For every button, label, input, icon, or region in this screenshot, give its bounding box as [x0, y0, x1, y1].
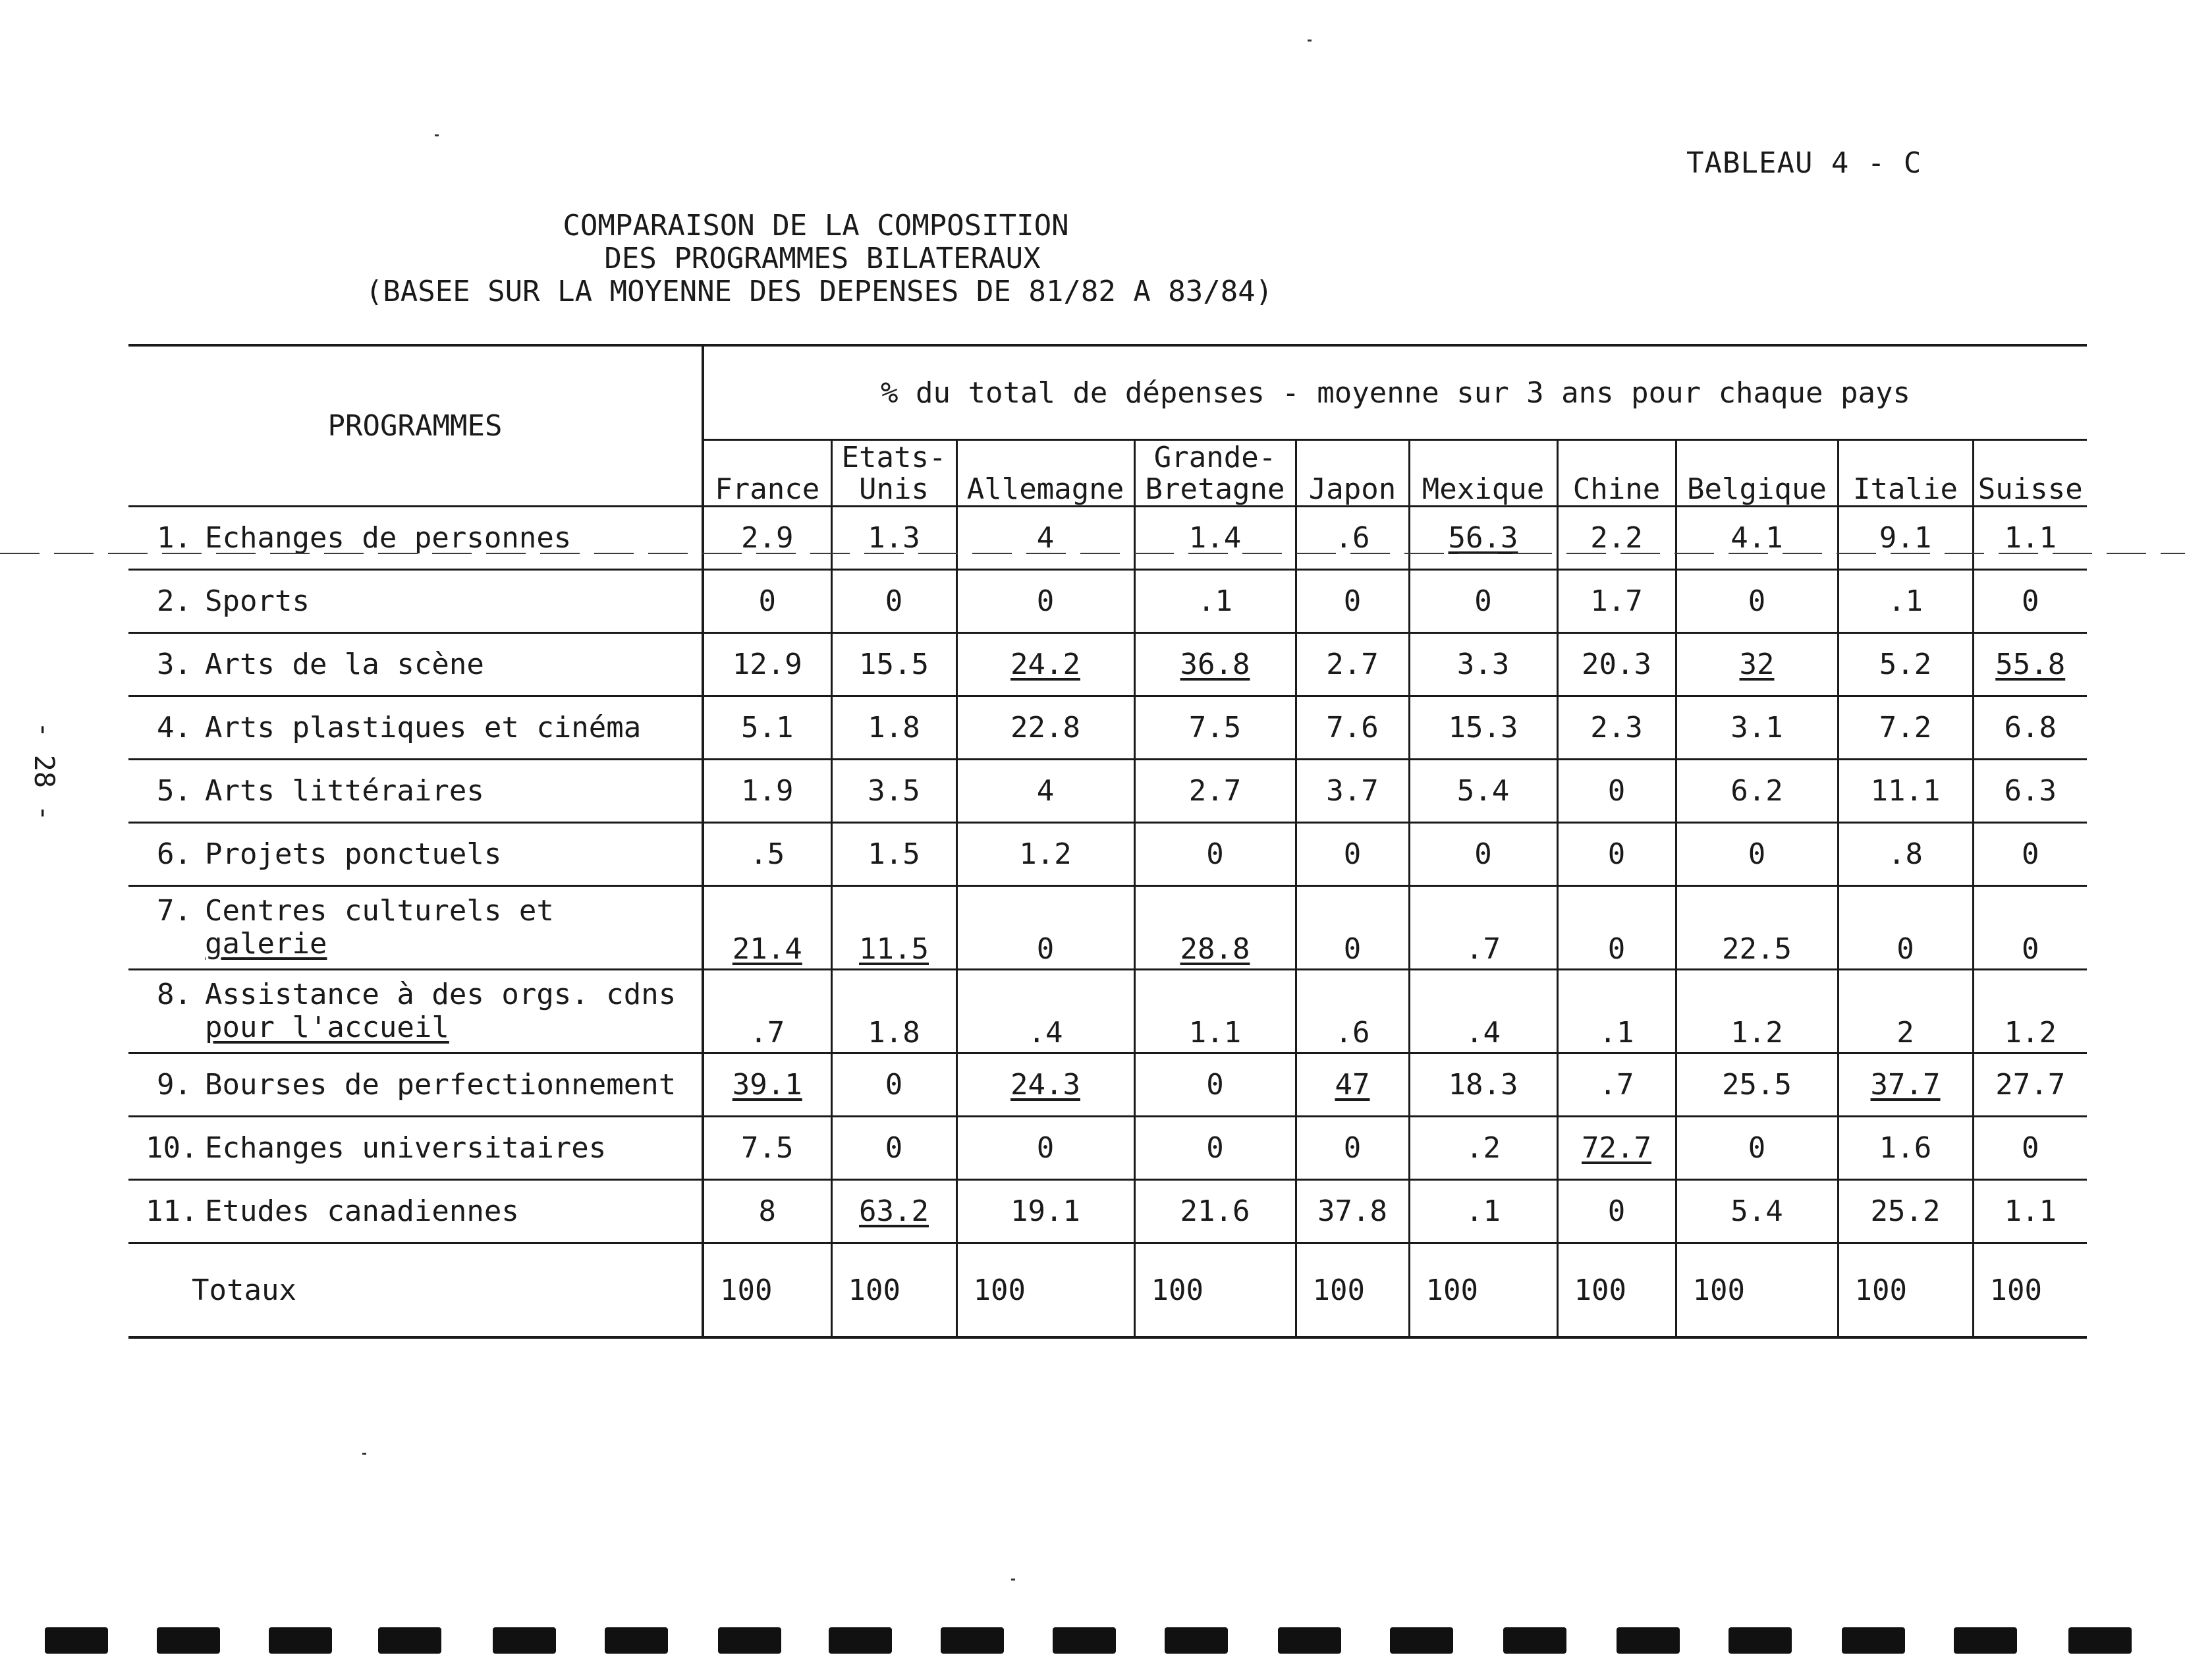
scan-speck — [435, 134, 439, 136]
film-sprocket-hole — [829, 1627, 892, 1654]
table-row — [128, 970, 2087, 1053]
table-row — [128, 823, 2087, 886]
table-cell: 0 — [831, 570, 956, 633]
table-row — [128, 633, 2087, 696]
title-line-3: (BASEE SUR LA MOYENNE DES DEPENSES DE 81/82 A 83/84) — [365, 275, 1273, 308]
table-cell: 0 — [1838, 886, 1973, 970]
scan-speck — [362, 1453, 366, 1455]
table-cell: 4 — [956, 507, 1134, 570]
table-cell: 0 — [1557, 823, 1676, 886]
table-cell: 0 — [1296, 1117, 1409, 1180]
table-cell: 2 — [1838, 970, 1973, 1053]
programmes-header: PROGRAMMES — [128, 347, 703, 507]
table-cell: 0 — [831, 1117, 956, 1180]
table-cell: .4 — [956, 970, 1134, 1053]
film-sprocket-hole — [1390, 1627, 1453, 1654]
film-sprocket-hole — [269, 1627, 332, 1654]
table-cell: 0 — [1676, 1117, 1838, 1180]
table-cell: 0 — [1134, 823, 1296, 886]
table-cell: 1.6 — [1838, 1117, 1973, 1180]
table-cell: .1 — [1409, 1180, 1557, 1243]
total-cell: 100 — [956, 1243, 1134, 1338]
table-cell: 1.1 — [1973, 1180, 2087, 1243]
table-cell: 8 — [703, 1180, 831, 1243]
table-cell: 25.5 — [1676, 1053, 1838, 1117]
table-cell: 1.4 — [1134, 507, 1296, 570]
table-cell: 15.3 — [1409, 696, 1557, 760]
table-cell: 2.2 — [1557, 507, 1676, 570]
table-cell: 0 — [1973, 1117, 2087, 1180]
table-cell: 0 — [956, 570, 1134, 633]
table-cell: 21.4 — [703, 886, 831, 970]
table-cell: 1.2 — [1973, 970, 2087, 1053]
table-row — [128, 507, 2087, 570]
table-cell: 20.3 — [1557, 633, 1676, 696]
table-cell: 22.8 — [956, 696, 1134, 760]
table-cell: 24.3 — [956, 1053, 1134, 1117]
table-row — [128, 696, 2087, 760]
table-cell: 2.9 — [703, 507, 831, 570]
table-cell: 1.7 — [1557, 570, 1676, 633]
table-cell: 0 — [1973, 886, 2087, 970]
comparison-table — [128, 344, 2087, 1339]
table-cell: .8 — [1838, 823, 1973, 886]
table-cell: 12.9 — [703, 633, 831, 696]
table-cell: 7.5 — [1134, 696, 1296, 760]
total-cell: 100 — [1676, 1243, 1838, 1338]
film-sprocket-hole — [45, 1627, 108, 1654]
table-cell: 25.2 — [1838, 1180, 1973, 1243]
table-cell: 3.1 — [1676, 696, 1838, 760]
table-cell: 1.8 — [831, 696, 956, 760]
table-cell: 3.3 — [1409, 633, 1557, 696]
table-row — [128, 886, 2087, 970]
totals-label: Totaux — [128, 1243, 703, 1338]
film-sprocket-hole — [378, 1627, 441, 1654]
title-line-2: DES PROGRAMMES BILATERAUX — [604, 242, 1041, 275]
table-cell: 0 — [1676, 823, 1838, 886]
film-sprocket-hole — [1954, 1627, 2017, 1654]
title-line-1: COMPARAISON DE LA COMPOSITION — [563, 209, 1069, 242]
table-cell: 1.2 — [1676, 970, 1838, 1053]
table-cell: 39.1 — [703, 1053, 831, 1117]
table-cell: 1.9 — [703, 760, 831, 823]
table-cell: 1.1 — [1973, 507, 2087, 570]
table-cell: 5.4 — [1409, 760, 1557, 823]
percent-super-header: % du total de dépenses - moyenne sur 3 ans pour chaque pays — [703, 347, 2087, 440]
total-cell: 100 — [1409, 1243, 1557, 1338]
programme-label: 1. Echanges de personnes — [128, 507, 703, 570]
table-cell: .6 — [1296, 970, 1409, 1053]
total-cell: 100 — [1973, 1243, 2087, 1338]
film-sprocket-hole — [1165, 1627, 1228, 1654]
country-header: Japon — [1296, 440, 1409, 507]
table-cell: 36.8 — [1134, 633, 1296, 696]
table-cell: 37.7 — [1838, 1053, 1973, 1117]
table-cell: .4 — [1409, 970, 1557, 1053]
country-header: Mexique — [1409, 440, 1557, 507]
table-cell: 21.6 — [1134, 1180, 1296, 1243]
programme-label: 11. Etudes canadiennes — [128, 1180, 703, 1243]
table-cell: 5.2 — [1838, 633, 1973, 696]
table-cell: 2.7 — [1296, 633, 1409, 696]
table-cell: 3.5 — [831, 760, 956, 823]
table-cell: 28.8 — [1134, 886, 1296, 970]
table-cell: 5.1 — [703, 696, 831, 760]
country-header: Grande- Bretagne — [1134, 440, 1296, 507]
total-cell: 100 — [703, 1243, 831, 1338]
table-cell: .7 — [703, 970, 831, 1053]
table-cell: 47 — [1296, 1053, 1409, 1117]
programme-label: 5. Arts littéraires — [128, 760, 703, 823]
table-cell: 0 — [1973, 570, 2087, 633]
table-cell: 7.5 — [703, 1117, 831, 1180]
table-row — [128, 1180, 2087, 1243]
table-cell: 5.4 — [1676, 1180, 1838, 1243]
programme-label: 10. Echanges universitaires — [128, 1117, 703, 1180]
scan-speck — [1308, 40, 1312, 42]
table-cell: 0 — [1557, 1180, 1676, 1243]
table-cell: 19.1 — [956, 1180, 1134, 1243]
table-cell: .1 — [1838, 570, 1973, 633]
table-cell: .1 — [1134, 570, 1296, 633]
table-cell: 1.5 — [831, 823, 956, 886]
table-cell: 32 — [1676, 633, 1838, 696]
table-cell: 0 — [1557, 760, 1676, 823]
table-cell: .7 — [1409, 886, 1557, 970]
scan-dash-line — [0, 551, 2185, 556]
table-cell: 18.3 — [1409, 1053, 1557, 1117]
table-cell: 0 — [1557, 886, 1676, 970]
table-cell: 4 — [956, 760, 1134, 823]
table-cell: 37.8 — [1296, 1180, 1409, 1243]
table-cell: 56.3 — [1409, 507, 1557, 570]
totals-row — [128, 1243, 2087, 1338]
table-cell: 0 — [1409, 570, 1557, 633]
table-cell: 0 — [1296, 570, 1409, 633]
table-cell: 0 — [1409, 823, 1557, 886]
country-header: Etats- Unis — [831, 440, 956, 507]
table-cell: 0 — [1676, 570, 1838, 633]
table-cell: 0 — [1973, 823, 2087, 886]
film-sprocket-hole — [2068, 1627, 2132, 1654]
table-cell: 0 — [1296, 823, 1409, 886]
table-cell: .1 — [1557, 970, 1676, 1053]
table-cell: 6.2 — [1676, 760, 1838, 823]
total-cell: 100 — [1296, 1243, 1409, 1338]
country-header: Italie — [1838, 440, 1973, 507]
table-cell: 24.2 — [956, 633, 1134, 696]
table-cell: 72.7 — [1557, 1117, 1676, 1180]
programme-label: 2. Sports — [128, 570, 703, 633]
table-cell: 0 — [956, 886, 1134, 970]
total-cell: 100 — [1134, 1243, 1296, 1338]
country-header: Allemagne — [956, 440, 1134, 507]
table-cell: 55.8 — [1973, 633, 2087, 696]
table-cell: 6.8 — [1973, 696, 2087, 760]
programme-label: 4. Arts plastiques et cinéma — [128, 696, 703, 760]
table-row — [128, 760, 2087, 823]
film-sprocket-hole — [605, 1627, 668, 1654]
table-cell: 63.2 — [831, 1180, 956, 1243]
table-cell: .5 — [703, 823, 831, 886]
table-cell: 7.6 — [1296, 696, 1409, 760]
table-cell: 0 — [831, 1053, 956, 1117]
film-sprocket-hole — [1503, 1627, 1566, 1654]
table-cell: 0 — [1296, 886, 1409, 970]
table-cell: 0 — [1134, 1053, 1296, 1117]
table-row — [128, 570, 2087, 633]
programme-label: 9. Bourses de perfectionnement — [128, 1053, 703, 1117]
programme-label: 8. Assistance à des orgs. cdns pour l'accueil — [128, 970, 703, 1053]
film-sprocket-hole — [1842, 1627, 1905, 1654]
country-header: Belgique — [1676, 440, 1838, 507]
country-header: France — [703, 440, 831, 507]
table-cell: .6 — [1296, 507, 1409, 570]
total-cell: 100 — [1557, 1243, 1676, 1338]
scan-speck — [1011, 1579, 1015, 1581]
table-cell: 27.7 — [1973, 1053, 2087, 1117]
table-cell: 4.1 — [1676, 507, 1838, 570]
film-sprocket-hole — [1729, 1627, 1792, 1654]
table-cell: 0 — [1134, 1117, 1296, 1180]
table-cell: 11.5 — [831, 886, 956, 970]
country-header: Chine — [1557, 440, 1676, 507]
table-cell: 3.7 — [1296, 760, 1409, 823]
total-cell: 100 — [1838, 1243, 1973, 1338]
programme-label: 3. Arts de la scène — [128, 633, 703, 696]
table-cell: 6.3 — [1973, 760, 2087, 823]
film-sprocket-hole — [157, 1627, 220, 1654]
table-cell: 0 — [703, 570, 831, 633]
programme-label: 7. Centres culturels et galerie — [128, 886, 703, 970]
film-sprocket-hole — [941, 1627, 1004, 1654]
table-cell: 2.7 — [1134, 760, 1296, 823]
table-cell: 15.5 — [831, 633, 956, 696]
total-cell: 100 — [831, 1243, 956, 1338]
tableau-reference: TABLEAU 4 - C — [1686, 146, 1922, 180]
film-strip — [0, 1627, 2185, 1656]
programme-label: 6. Projets ponctuels — [128, 823, 703, 886]
film-sprocket-hole — [1053, 1627, 1116, 1654]
table-cell: 2.3 — [1557, 696, 1676, 760]
table-cell: 1.1 — [1134, 970, 1296, 1053]
table-cell: .7 — [1557, 1053, 1676, 1117]
table-cell: 0 — [956, 1117, 1134, 1180]
film-sprocket-hole — [718, 1627, 781, 1654]
table-cell: 1.2 — [956, 823, 1134, 886]
page-number: - 28 - — [28, 721, 61, 822]
table-row — [128, 1117, 2087, 1180]
table-cell: 7.2 — [1838, 696, 1973, 760]
table-row — [128, 1053, 2087, 1117]
table-cell: 22.5 — [1676, 886, 1838, 970]
table-cell: .2 — [1409, 1117, 1557, 1180]
film-sprocket-hole — [493, 1627, 556, 1654]
table-cell: 9.1 — [1838, 507, 1973, 570]
table-cell: 11.1 — [1838, 760, 1973, 823]
table-title — [0, 210, 2185, 308]
table-cell: 1.3 — [831, 507, 956, 570]
film-sprocket-hole — [1278, 1627, 1341, 1654]
film-sprocket-hole — [1617, 1627, 1680, 1654]
country-header: Suisse — [1973, 440, 2087, 507]
table-cell: 1.8 — [831, 970, 956, 1053]
